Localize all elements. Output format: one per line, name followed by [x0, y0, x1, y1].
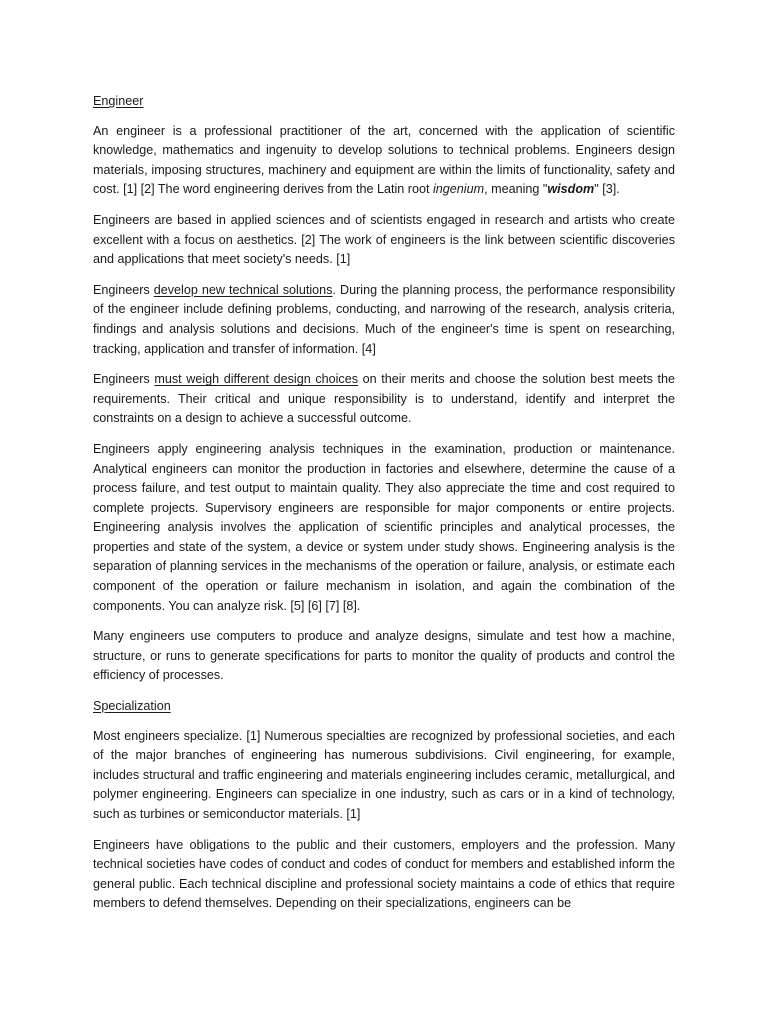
- paragraph-applied-sciences: Engineers are based in applied sciences and of scientists engaged in research and artists who create excellent with a focus on aesthetics. [2] The work of engineers is the link between scientific discoveries and applications that meet society's needs. [1]: [93, 212, 675, 267]
- link-must-weigh-different-design-choices[interactable]: must weigh different design choices: [154, 372, 359, 387]
- term-ingenium: ingenium: [432, 182, 485, 197]
- paragraph-definition-text-2: , meaning ": [484, 182, 548, 197]
- term-wisdom: wisdom: [547, 182, 595, 197]
- paragraph-design-choices-text: Engineers: [93, 372, 155, 387]
- paragraph-engineering-analysis: Engineers apply engineering analysis techniques in the examination, production or maintenance. Analytical engineers can monitor the production in factories and elsewhere, determine the cause of a process failure, and test output to maintain quality. They also appreciate the time and cost required to complete projects. Supervisory engineers are responsible for major components or entire projects. Engineering analysis involves the application of scientific principles and analytical processes, the properties and state of the system, a device or system under study shows. Engineering analysis is the separation of planning services in the mechanisms of the operation or failure, analysis, or estimate each component of the operation or failure mechanism in isolation, and again the combination of the components. You can analyze risk. [5] [6] [7] [8].: [93, 441, 675, 613]
- paragraph-definition-text: An engineer is a professional practitioner of the art, concerned with the application of scientific knowledge, mathematics and ingenuity to develop solutions to technical problems. Engineers design materials, imposing structures, machinery and equipment are within the limits of functionality, safety and cost. [1] [2] The word engineering derives from the Latin root: [93, 123, 675, 197]
- document-body: [93, 92, 675, 925]
- paragraph-definition: [93, 122, 675, 200]
- paragraph-technical-solutions: [93, 281, 675, 359]
- paragraph-computers: Many engineers use computers to produce and analyze designs, simulate and test how a machine, structure, or runs to generate specifications for parts to monitor the quality of products and control the efficiency of processes.: [93, 629, 675, 683]
- paragraph-design-choices: [93, 370, 675, 429]
- heading-engineer: Engineer: [93, 94, 144, 108]
- heading-specialization: Specialization: [93, 699, 171, 714]
- paragraph-technical-solutions-text: Engineers: [93, 282, 154, 297]
- paragraph-specialize: Most engineers specialize. [1] Numerous specialties are recognized by professional societies, and each of the major branches of engineering has numerous subdivisions. Civil engineering, for example, includes structural and traffic engineering and materials engineering includes ceramic, metallurgical, and polymer engineering. Engineers can specialize in one industry, such as cars or in a kind of technology, such as turbines or semiconductor materials. [1]: [93, 728, 675, 821]
- paragraph-technical-solutions-text-2: . During the planning process, the performance responsibility of the engineer include defining problems, conducting, and narrowing of the research, analysis criteria, findings and analysis solutions and decisions. Much of the engineer's time is spent on researching, tracking, application and transfer of information. [4]: [93, 282, 675, 356]
- link-develop-new-technical-solutions[interactable]: develop new technical solutions: [153, 282, 333, 297]
- paragraph-definition-text-3: " [3].: [594, 182, 620, 197]
- paragraph-obligations: Engineers have obligations to the public and their customers, employers and the profession. Many technical societies have codes of conduct and codes of conduct for members and established inform the general public. Each technical discipline and professional society maintains a code of ethics that require members to defend themselves. Depending on their specializations, engineers can be: [93, 837, 675, 911]
- paragraph-design-choices-text-2: on their merits and choose the solution best meets the requirements. Their critical and unique responsibility is to understand, identify and interpret the constraints on a design to achieve a successful outcome.: [93, 372, 676, 426]
